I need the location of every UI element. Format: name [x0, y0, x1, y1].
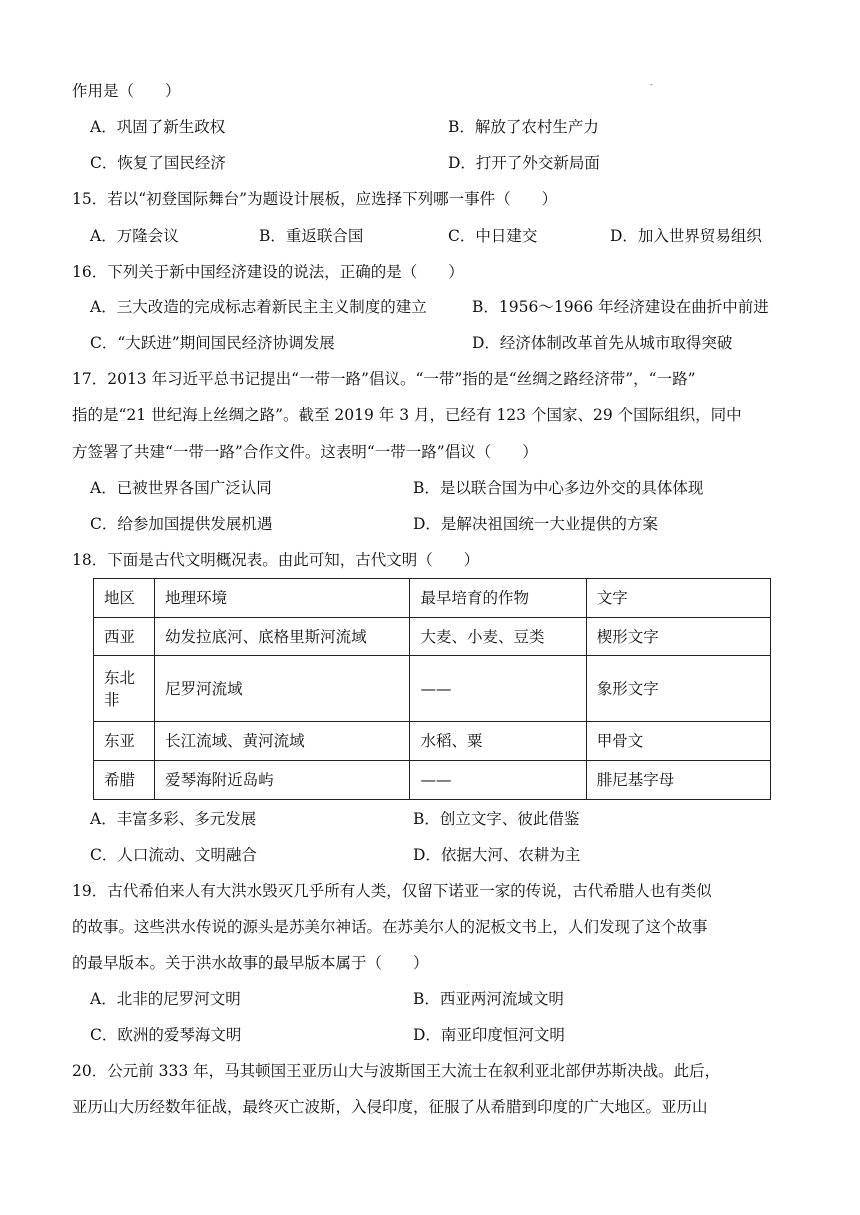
table-cell: 爱琴海附近岛屿 [155, 761, 410, 800]
q19-stem-line: 的故事。这些洪水传说的源头是苏美尔神话。在苏美尔人的泥板文书上，人们发现了这个故事 [72, 918, 708, 936]
q15-option-a: A．万隆会议 [90, 227, 179, 245]
header-cell: 最早培育的作物 [410, 579, 586, 618]
table-cell: 西亚 [94, 618, 155, 656]
q19-option-a: A．北非的尼罗河文明 [90, 990, 241, 1008]
q17-stem-line: 方签署了共建“一带一路”合作文件。这表明“一带一路”倡议（ ） [72, 443, 538, 461]
table-cell: 甲骨文 [586, 722, 770, 761]
table-cell: 幼发拉底河、底格里斯河流域 [155, 618, 410, 656]
table-cell: 希腊 [94, 761, 155, 800]
header-cell: 文字 [586, 579, 770, 618]
table-cell: 长江流域、黄河流域 [155, 722, 410, 761]
q20-stem-line: 20．公元前 333 年，马其顿国王亚历山大与波斯国王大流士在叙利亚北部伊苏斯决战。此后， [72, 1062, 721, 1080]
table-row [94, 656, 771, 722]
table-row [94, 722, 771, 761]
q17-option-b: B．是以联合国为中心多边外交的具体体现 [413, 479, 704, 497]
q14-option-b: B．解放了农村生产力 [448, 118, 599, 136]
q19-option-c: C．欧洲的爱琴海文明 [90, 1026, 242, 1044]
table-row [94, 761, 771, 800]
q17-stem-line: 17．2013 年习近平总书记提出“一带一路”倡议。“一带”指的是“丝绸之路经济带”，“一路” [72, 370, 696, 388]
table-cell: 象形文字 [586, 656, 770, 722]
q18-stem: 18．下面是古代文明概况表。由此可知，古代文明（ ） [72, 551, 480, 569]
q16-option-d: D．经济体制改革首先从城市取得突破 [472, 334, 733, 352]
q16-stem: 16．下列关于新中国经济建设的说法，正确的是（ ） [72, 263, 464, 281]
q17-option-d: D．是解决祖国统一大业提供的方案 [413, 515, 658, 533]
q15-option-c: C．中日建交 [448, 227, 538, 245]
q18-option-a: A．丰富多彩、多元发展 [90, 810, 257, 828]
q15-stem: 15．若以“初登国际舞台”为题设计展板，应选择下列哪一事件（ ） [72, 190, 558, 208]
q19-option-d: D．南亚印度恒河文明 [413, 1026, 565, 1044]
q14-stem-end: 作用是（ ） [72, 82, 181, 100]
q16-option-b: B．1956～1966 年经济建设在曲折中前进 [472, 298, 769, 316]
table-row [94, 618, 771, 656]
q16-option-c: C．“大跃进”期间国民经济协调发展 [90, 334, 335, 352]
q15-option-d: D．加入世界贸易组织 [610, 227, 762, 245]
q14-option-c: C．恢复了国民经济 [90, 154, 226, 172]
table-cell: 东亚 [94, 722, 155, 761]
table-cell: 水稻、粟 [410, 722, 586, 761]
table-header-row [94, 579, 771, 618]
table-cell: 楔形文字 [586, 618, 770, 656]
table-cell: 东北 非 [94, 656, 155, 722]
civilization-table [93, 578, 771, 800]
header-cell: 地区 [94, 579, 155, 618]
q17-option-a: A．已被世界各国广泛认同 [90, 479, 272, 497]
q17-stem-line: 指的是“21 世纪海上丝绸之路”。截至 2019 年 3 月，已经有 123 个国家、29 个国际组织，同中 [72, 406, 742, 424]
q18-option-d: D．依据大河、农耕为主 [413, 846, 581, 864]
q19-stem-line: 的最早版本。关于洪水故事的最早版本属于（ ） [72, 954, 429, 972]
q18-option-c: C．人口流动、文明融合 [90, 846, 257, 864]
table-cell: 尼罗河流域 [155, 656, 410, 722]
q15-option-b: B．重返联合国 [259, 227, 364, 245]
table-cell: —— [410, 656, 586, 722]
q14-option-d: D．打开了外交新局面 [448, 154, 600, 172]
table-cell: 大麦、小麦、豆类 [410, 618, 586, 656]
header-cell: 地理环境 [155, 579, 410, 618]
table-cell: 腓尼基字母 [586, 761, 770, 800]
q19-stem-line: 19．古代希伯来人有大洪水毁灭几乎所有人类，仅留下诺亚一家的传说，古代希腊人也有类似 [72, 882, 712, 900]
q19-option-b: B．西亚两河流域文明 [413, 990, 564, 1008]
q20-stem-line: 亚历山大历经数年征战，最终灭亡波斯，入侵印度，征服了从希腊到印度的广大地区。亚历山 [72, 1098, 708, 1116]
q18-option-b: B．创立文字、彼此借鉴 [413, 810, 580, 828]
q14-option-a: A．巩固了新生政权 [90, 118, 226, 136]
q17-option-c: C．给参加国提供发展机遇 [90, 515, 273, 533]
table-cell: —— [410, 761, 586, 800]
q16-option-a: A．三大改造的完成标志着新民主主义制度的建立 [90, 298, 427, 316]
scan-mark: - [650, 80, 653, 89]
